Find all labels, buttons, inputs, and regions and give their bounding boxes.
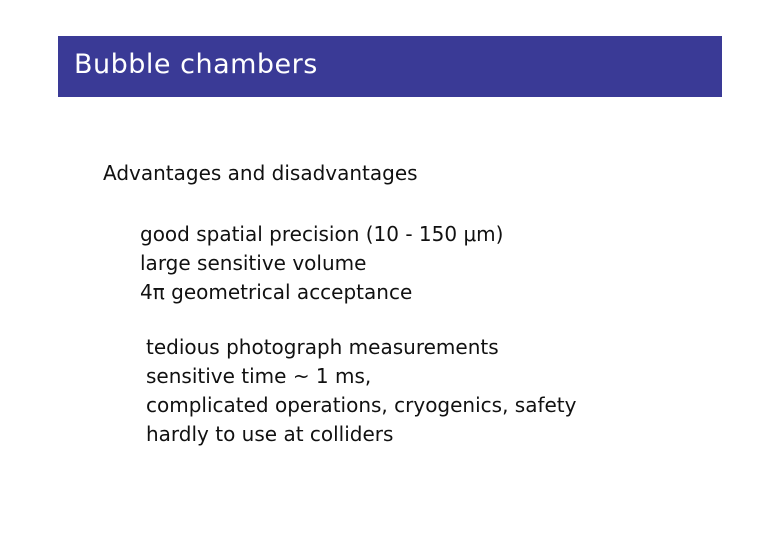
disadvantage-item: tedious photograph measurements: [146, 335, 499, 359]
advantage-item: good spatial precision (10 - 150 μm): [140, 222, 504, 246]
advantage-item: 4π geometrical acceptance: [140, 280, 413, 304]
disadvantage-item: complicated operations, cryogenics, safety: [146, 393, 577, 417]
disadvantage-item: hardly to use at colliders: [146, 422, 394, 446]
advantages-list: [140, 220, 503, 307]
advantage-item: large sensitive volume: [140, 251, 367, 275]
title-bar: [58, 36, 722, 97]
disadvantages-list: [146, 333, 577, 449]
section-heading: Advantages and disadvantages: [103, 161, 418, 185]
disadvantage-item: sensitive time ~ 1 ms,: [146, 364, 372, 388]
slide-title: Bubble chambers: [74, 49, 318, 80]
